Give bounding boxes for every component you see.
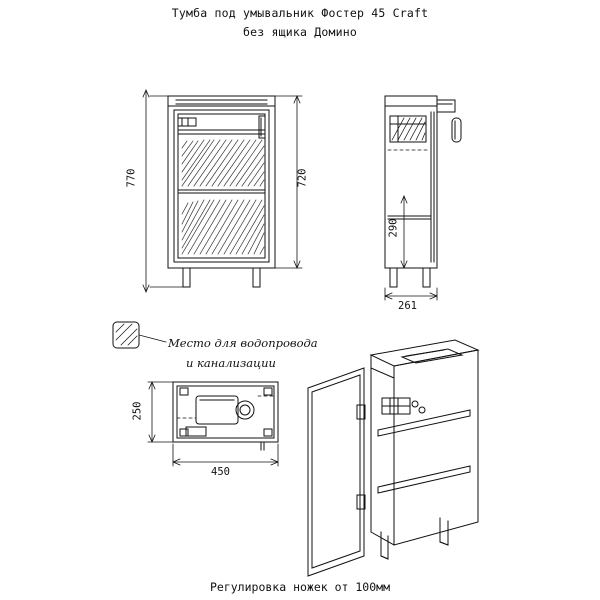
dimension-290: 290 (387, 218, 400, 238)
dimension-250: 250 (131, 401, 144, 421)
iso-view (308, 340, 478, 576)
dimension-770: 770 (125, 168, 138, 188)
water-supply-annotation (168, 333, 378, 373)
side-view (385, 96, 461, 287)
footer-note: Регулировка ножек от 100мм (209, 580, 390, 594)
annotation-line-1: Место для водопровода (168, 336, 318, 350)
side-view-dimensions (385, 196, 437, 300)
dimension-261: 261 (398, 300, 417, 312)
dimension-720: 720 (296, 168, 309, 188)
hatch-swatch (113, 322, 166, 348)
title-line-1: Тумба под умывальник Фостер 45 Craft (171, 6, 429, 20)
title-line-2: без ящика Домино (243, 25, 357, 39)
annotation-line-2: и канализации (186, 356, 276, 370)
dimension-450: 450 (211, 466, 230, 478)
top-view (173, 382, 278, 450)
front-view (168, 96, 275, 287)
